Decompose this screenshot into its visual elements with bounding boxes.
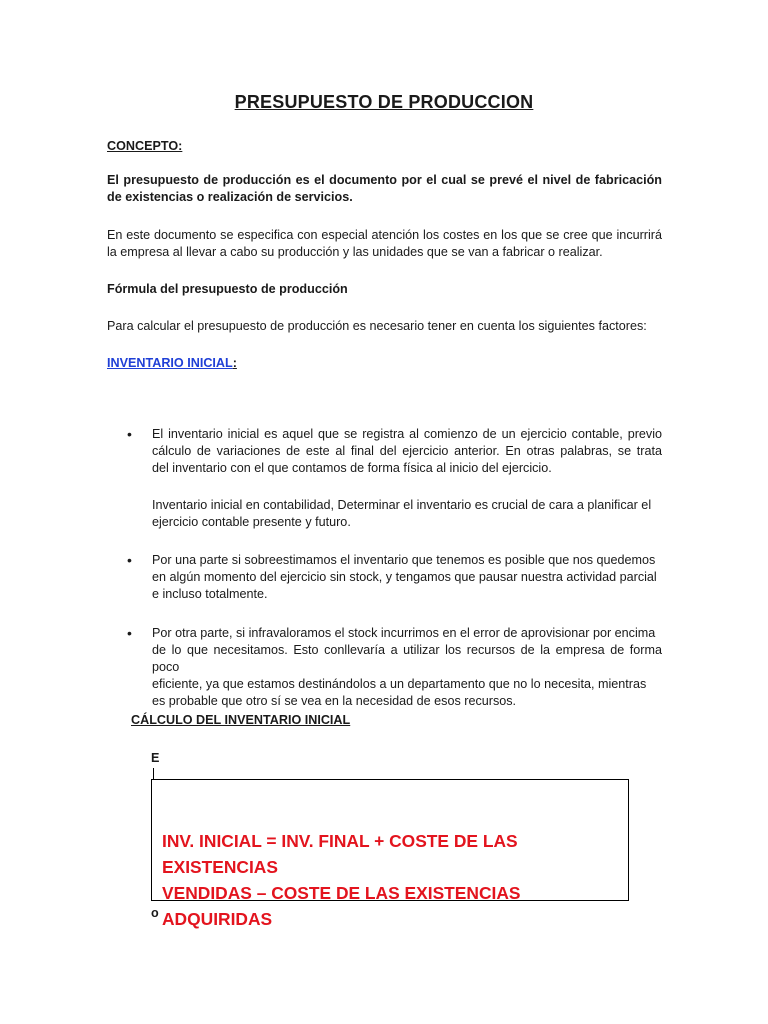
bullet-2-line-1: Por una parte si sobreestimamos el inventario que tenemos es posible que nos quedemos — [152, 553, 656, 567]
concepto-paragraph — [107, 172, 662, 206]
page-title-text: PRESUPUESTO DE PRODUCCION — [234, 92, 534, 112]
inventario-inicial-heading[interactable]: INVENTARIO INICIAL: — [107, 356, 237, 370]
page-title — [0, 92, 768, 113]
formula-text — [162, 828, 624, 932]
paragraph-costes-line-1: En este documento se especifica con especial atención los costes en los que se cree que incurrirá — [107, 228, 662, 242]
bullet-1-glyph: • — [127, 426, 132, 442]
bullet-1-extra-text — [152, 497, 662, 531]
formula-presupuesto-heading: Fórmula del presupuesto de producción — [107, 282, 348, 296]
bullet-3-line-4: es probable que otro sí se vea en la necesidad de esos recursos. — [152, 694, 517, 708]
formula-line-1: INV. INICIAL = INV. FINAL + COSTE DE LAS EXISTENCIAS — [162, 831, 518, 877]
bullet-3-glyph: • — [127, 625, 132, 641]
stray-letter-e: E — [151, 751, 160, 765]
bullet-3-line-1: Por otra parte, si infravaloramos el stock incurrimos en el error de aprovisionar por encima — [152, 626, 656, 640]
bullet-2-glyph: • — [127, 552, 132, 568]
inventario-inicial-link[interactable]: INVENTARIO INICIAL — [107, 356, 233, 370]
formula-box — [151, 779, 629, 929]
bullet-1-line-3: del inventario con el que contamos de forma física al inicio del ejercicio. — [152, 461, 552, 475]
concepto-line-2: de existencias o realización de servicios. — [107, 190, 353, 204]
bullet-2-line-2: en algún momento del ejercicio sin stock, y tengamos que pausar nuestra actividad parcial — [152, 570, 657, 584]
bullet-2-line-3: e incluso totalmente. — [152, 587, 268, 601]
calculo-inventario-heading: CÁLCULO DEL INVENTARIO INICIAL — [131, 713, 351, 727]
concepto-line-1: El presupuesto de producción es el documento por el cual se prevé el nivel de fabricación — [107, 173, 662, 187]
concepto-heading: CONCEPTO: — [107, 139, 183, 153]
stray-letter-o: o — [151, 906, 159, 920]
bullet-3-text — [152, 625, 662, 710]
paragraph-costes-line-2: la empresa al llevar a cabo su producción y las unidades que se van a fabricar o realizar. — [107, 245, 603, 259]
bullet-3-line-2: de lo que necesitamos. Esto conllevaría a utilizar los recursos de la empresa de forma poco — [152, 643, 662, 674]
bullet-1-text — [152, 426, 662, 477]
bullet-1-line-1: El inventario inicial es aquel que se registra al comienzo de un ejercicio contable, previo — [152, 427, 662, 441]
bullet-3-line-3: eficiente, ya que estamos destinándolos a un departamento que no lo necesita, mientras — [152, 677, 647, 691]
formula-line-2: VENDIDAS – COSTE DE LAS EXISTENCIAS ADQUIRIDAS — [162, 883, 521, 929]
bullet-1-line-2: cálculo de variaciones de este al final del ejercicio anterior. En otras palabras, se trata — [152, 444, 662, 458]
bullet-1-extra-line-2: ejercicio contable presente y futuro. — [152, 515, 351, 529]
bullet-1-extra-line-1: Inventario inicial en contabilidad, Determinar el inventario es crucial de cara a planificar el — [152, 498, 652, 512]
paragraph-costes — [107, 227, 662, 261]
factors-paragraph: Para calcular el presupuesto de producción es necesario tener en cuenta los siguientes factores: — [107, 319, 647, 333]
bullet-2-text — [152, 552, 662, 603]
